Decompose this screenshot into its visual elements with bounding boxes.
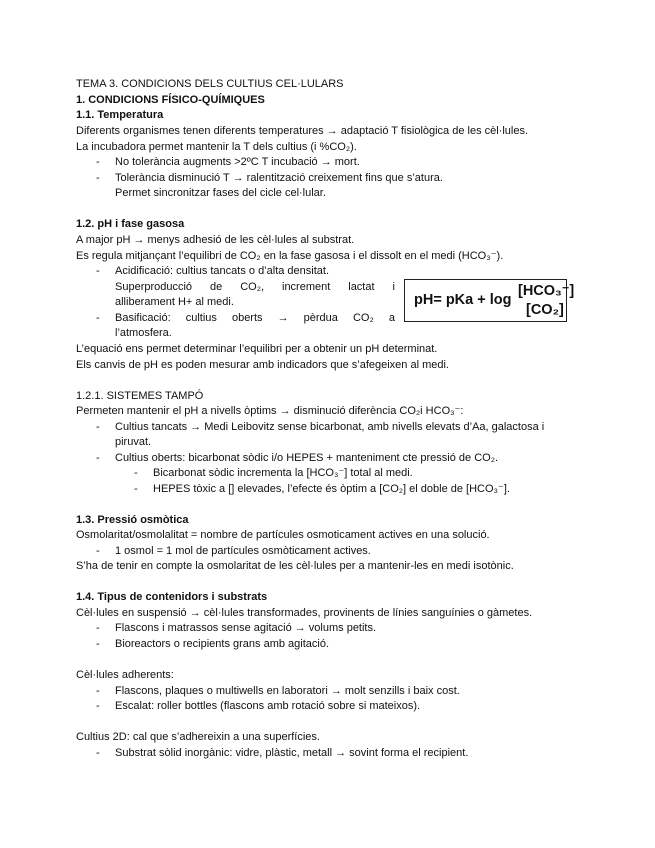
- bullet-dash: -: [96, 312, 100, 324]
- sub-bullet-dash: -: [134, 483, 138, 495]
- bullet-dash: -: [96, 622, 100, 634]
- bullet-dash: -: [96, 156, 100, 168]
- justified-line: [115, 280, 395, 295]
- paragraph-line: Cèl·lules adherents:: [76, 669, 174, 681]
- paragraph-line: Cultius 2D: cal que s’adhereixin a una superfícies.: [76, 731, 320, 743]
- word: lactat: [348, 281, 375, 293]
- bullet-dash: -: [96, 638, 100, 650]
- bullet-continuation: piruvat.: [115, 436, 152, 448]
- bullet-dash: -: [96, 265, 100, 277]
- bullet-text: Substrat sòlid inorgànic: vidre, plàstic, metall → sovint forma el recipient.: [115, 747, 469, 759]
- bullet-continuation: alliberament H+ al medi.: [115, 296, 234, 308]
- word: de: [210, 281, 223, 293]
- subsection-heading: 1.4. Tipus de contenidors i substrats: [76, 591, 268, 603]
- bullet-text: 1 osmol = 1 mol de partícules osmòticament actives.: [115, 545, 371, 557]
- equation-numerator: [HCO₃⁻]: [518, 283, 575, 299]
- word: →: [277, 312, 289, 324]
- word: increment: [282, 281, 331, 293]
- word: a: [388, 312, 395, 324]
- paragraph-line: Permeten mantenir el pH a nivells òptims → disminució diferència CO₂i HCO₃⁻:: [76, 405, 464, 417]
- paragraph-line: Cèl·lules en suspensió → cèl·lules transformades, provinents de línies sanguínies o gàmetes.: [76, 607, 533, 619]
- bullet-dash: -: [96, 747, 100, 759]
- word: i: [392, 281, 395, 293]
- word: CO₂,: [240, 281, 265, 293]
- bullet-text: Cultius tancats → Medi Leibovitz sense bicarbonat, amb nivells elevats d’Aa, galactosa i: [115, 421, 545, 433]
- equation-main: pH= pKa + log: [414, 292, 512, 308]
- bullet-dash: -: [96, 545, 100, 557]
- bullet-text: Acidificació: cultius tancats o d’alta densitat.: [115, 265, 330, 277]
- ph-equation-box: [404, 279, 575, 322]
- subsection-heading: 1.2.1. SISTEMES TAMPÓ: [76, 390, 204, 402]
- paragraph-line: La incubadora permet mantenir la T dels cultius (i %CO₂).: [76, 141, 357, 153]
- tema-title: TEMA 3. CONDICIONS DELS CULTIUS CEL·LULARS: [76, 78, 344, 90]
- subsection-heading: 1.2. pH i fase gasosa: [76, 218, 185, 230]
- word: pèrdua: [303, 312, 338, 324]
- sub-bullet-text: Bicarbonat sòdic incrementa la [HCO₃⁻] total al medi.: [153, 467, 413, 479]
- paragraph-line: Es regula mitjançant l’equilibri de CO₂ en la fase gasosa i el dissolt en el medi (HCO₃⁻).: [76, 250, 504, 262]
- sub-bullet-text: HEPES tòxic a [] elevades, l’efecte és òptim a [CO₂] el doble de [HCO₃⁻].: [153, 483, 510, 495]
- subsection-heading: 1.3. Pressió osmòtica: [76, 514, 189, 526]
- paragraph-line: L’equació ens permet determinar l’equilibri per a obtenir un pH determinat.: [76, 343, 438, 355]
- paragraph-line: S’ha de tenir en compte la osmolaritat de les cèl·lules per a mantenir-les en medi isotònic.: [76, 560, 514, 572]
- bullet-text: Escalat: roller bottles (flascons amb rotació sobre si mateixos).: [115, 700, 421, 712]
- bullet-continuation: Permet sincronitzar fases del cicle cel·lular.: [115, 187, 326, 199]
- bullet-dash: -: [96, 685, 100, 697]
- bullet-dash: -: [96, 421, 100, 433]
- word: cultius: [185, 312, 217, 324]
- word: Basificació:: [115, 312, 171, 324]
- bullet-text: Cultius oberts: bicarbonat sòdic i/o HEPES + manteniment cte pressió de CO₂.: [115, 452, 499, 464]
- bullet-text: No tolerància augments >2ºC T incubació → mort.: [115, 156, 360, 168]
- bullet-text: Bioreactors o recipients grans amb agitació.: [115, 638, 329, 650]
- justified-line: [115, 311, 395, 326]
- sub-bullet-dash: -: [134, 467, 138, 479]
- bullet-text: Tolerància disminució T → ralentització creixement fins que s’atura.: [115, 172, 443, 184]
- bullet-continuation: l’atmosfera.: [115, 327, 172, 339]
- section-heading: 1. CONDICIONS FÍSICO-QUÍMIQUES: [76, 94, 265, 106]
- paragraph-line: Diferents organismes tenen diferents temperatures → adaptació T fisiològica de les cèl·lules.: [76, 125, 529, 137]
- bullet-text: Flascons, plaques o multiwells en laboratori → molt senzills i baix cost.: [115, 685, 460, 697]
- equation-denominator: [CO₂]: [526, 302, 564, 318]
- word: Superproducció: [115, 281, 193, 293]
- bullet-text: Flascons i matrassos sense agitació → volums petits.: [115, 622, 377, 634]
- bullet-dash: -: [96, 172, 100, 184]
- word: oberts: [231, 312, 263, 324]
- paragraph-line: Els canvis de pH es poden mesurar amb indicadors que s’afegeixen al medi.: [76, 359, 449, 371]
- bullet-dash: -: [96, 452, 100, 464]
- bullet-dash: -: [96, 700, 100, 712]
- subsection-heading: 1.1. Temperatura: [76, 109, 164, 121]
- word: CO₂: [352, 312, 374, 324]
- paragraph-line: A major pH → menys adhesió de les cèl·lules al substrat.: [76, 234, 355, 246]
- paragraph-line: Osmolaritat/osmolalitat = nombre de partícules osmoticament actives en una solució.: [76, 529, 490, 541]
